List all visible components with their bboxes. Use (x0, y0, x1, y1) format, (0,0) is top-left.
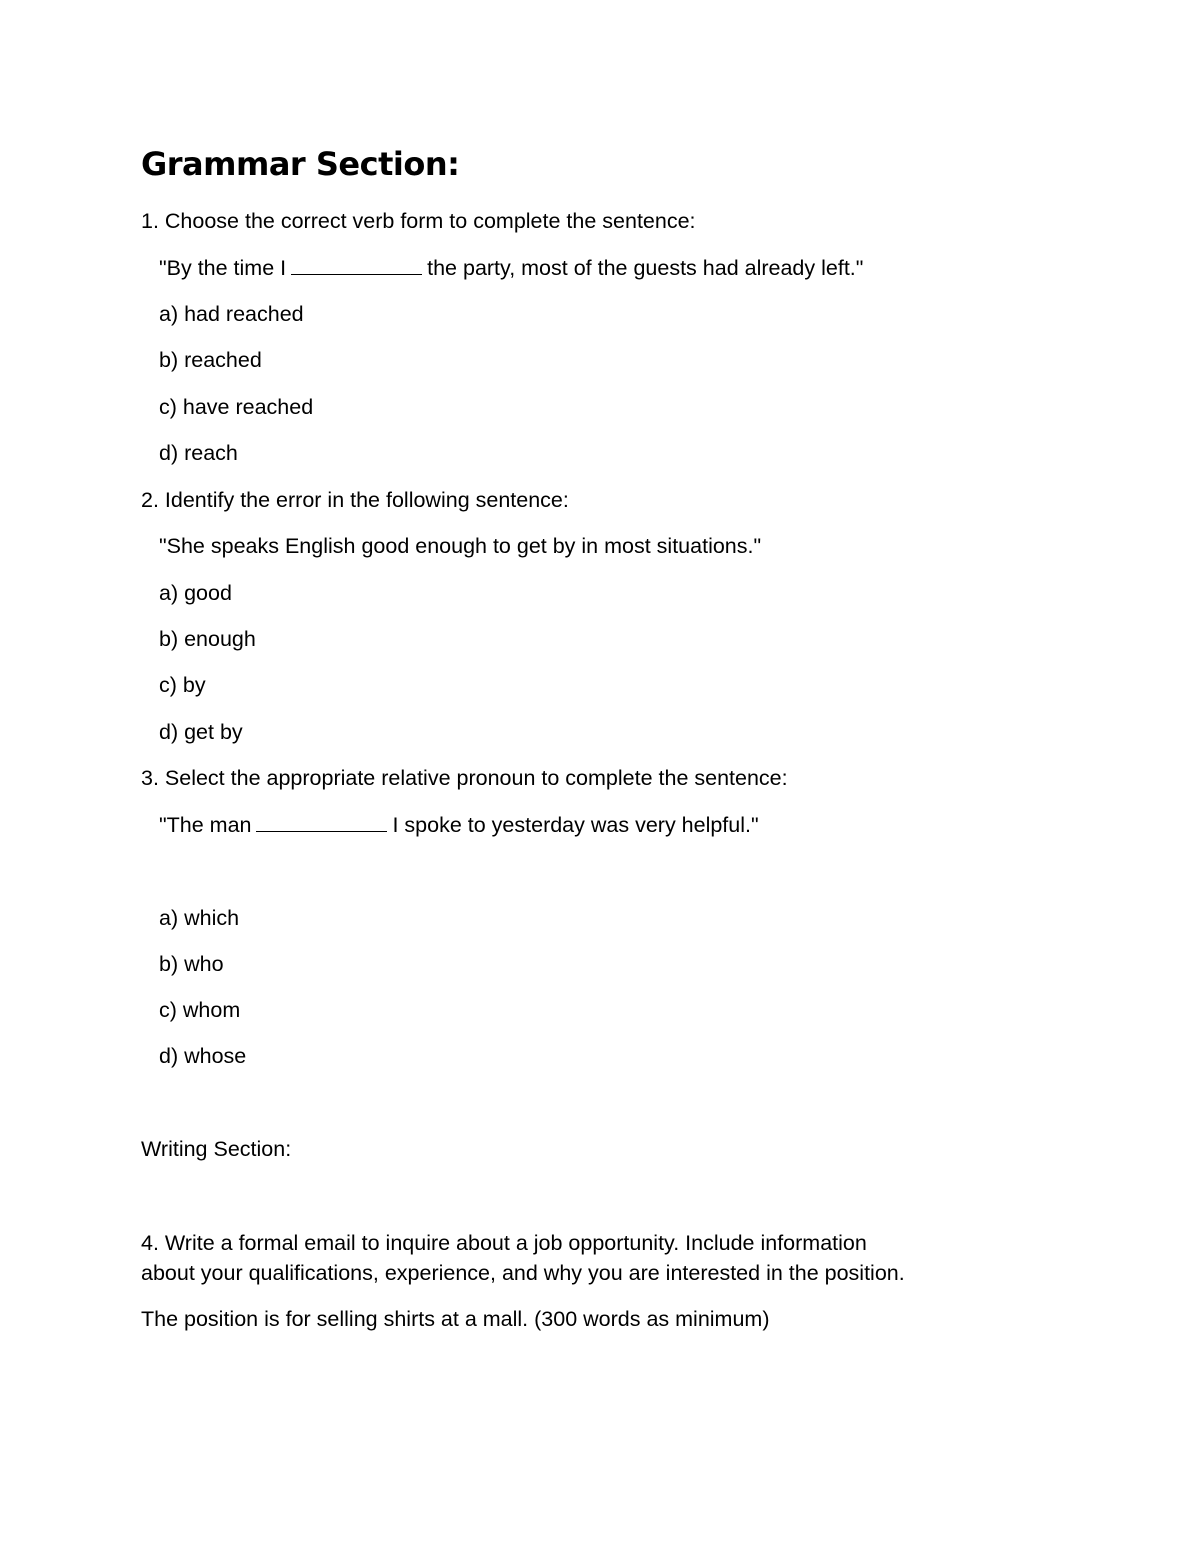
question-1-option-c: c) have reached (159, 395, 314, 419)
question-2-prompt: 2. Identify the error in the following sentence: (141, 488, 569, 512)
question-3-sentence (159, 811, 759, 839)
question-1-option-d: d) reach (159, 441, 238, 465)
sentence-text-after: the party, most of the guests had already left." (427, 256, 864, 280)
fill-in-blank (256, 813, 387, 832)
question-4-details: The position is for selling shirts at a mall. (300 words as minimum) (141, 1307, 770, 1331)
question-1-option-a: a) had reached (159, 302, 304, 326)
question-3-option-a: a) which (159, 906, 240, 930)
question-1-option-b: b) reached (159, 348, 262, 372)
writing-section-heading: Writing Section: (141, 1137, 292, 1161)
question-2-option-c: c) by (159, 673, 206, 697)
sentence-text-before: "By the time I (159, 256, 287, 280)
question-3-prompt: 3. Select the appropriate relative pronoun to complete the sentence: (141, 766, 788, 790)
question-2-option-d: d) get by (159, 720, 243, 744)
sentence-text-before: "The man (159, 813, 252, 837)
fill-in-blank (291, 256, 422, 275)
grammar-section-heading: Grammar Section: (141, 145, 460, 183)
question-3-option-d: d) whose (159, 1044, 247, 1068)
question-2-sentence: "She speaks English good enough to get by in most situations." (159, 534, 762, 558)
question-3-option-c: c) whom (159, 998, 241, 1022)
sentence-text-after: I spoke to yesterday was very helpful." (392, 813, 759, 837)
question-2-option-a: a) good (159, 581, 232, 605)
question-2-option-b: b) enough (159, 627, 256, 651)
question-4-prompt-line-1: 4. Write a formal email to inquire about a job opportunity. Include information (141, 1231, 867, 1255)
question-3-option-b: b) who (159, 952, 224, 976)
question-1-prompt: 1. Choose the correct verb form to complete the sentence: (141, 209, 696, 233)
question-4-prompt-line-2: about your qualifications, experience, and why you are interested in the position. (141, 1261, 905, 1285)
question-1-sentence (159, 254, 863, 282)
